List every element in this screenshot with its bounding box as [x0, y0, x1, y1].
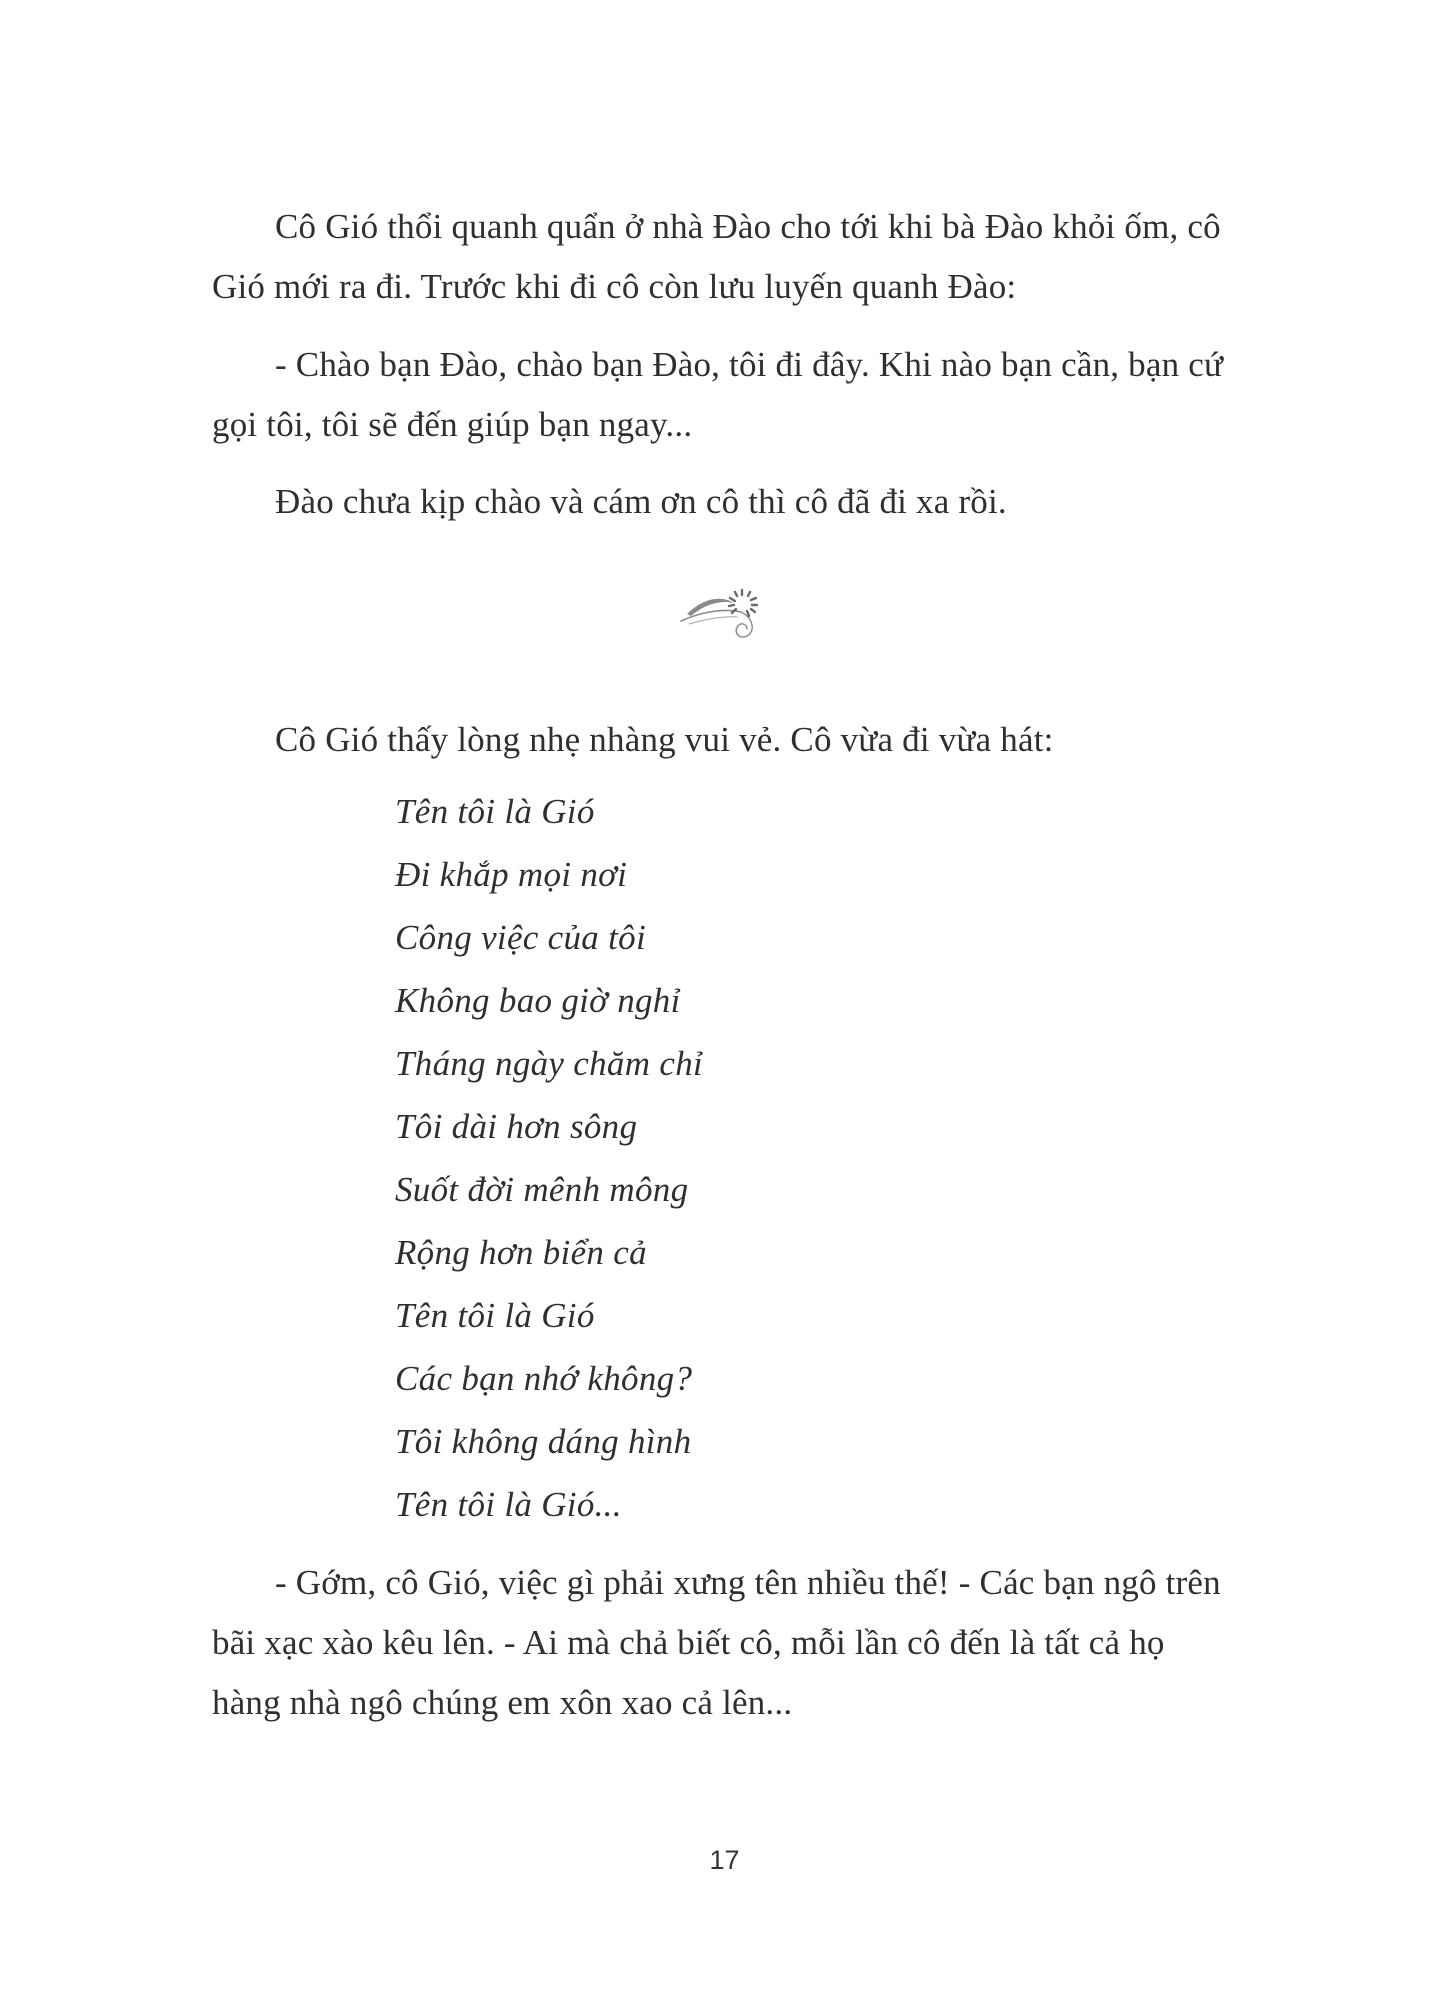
paragraph	[212, 197, 1237, 317]
poem-line: Tháng ngày chăm chỉ	[395, 1044, 704, 1083]
paragraph	[212, 710, 1237, 770]
poem-line: Không bao giờ nghỉ	[395, 981, 681, 1020]
paragraph-line: hàng nhà ngô chúng em xôn xao cả lên...	[212, 1683, 793, 1722]
section-divider	[212, 572, 1237, 652]
paragraph-line: Đào chưa kịp chào và cám ơn cô thì cô đã đi xa rồi.	[275, 482, 1007, 521]
paragraph-line: - Gớm, cô Gió, việc gì phải xưng tên nhiều thế! - Các bạn ngô trên	[275, 1563, 1221, 1602]
poem-line: Tên tôi là Gió	[395, 1296, 595, 1335]
paragraph-line: gọi tôi, tôi sẽ đến giúp bạn ngay...	[212, 405, 693, 444]
poem-line: Tên tôi là Gió	[395, 792, 595, 831]
poem-line: Đi khắp mọi nơi	[395, 855, 628, 894]
song-verse	[212, 780, 1237, 1536]
poem-line: Các bạn nhớ không?	[395, 1359, 693, 1398]
poem-line: Tên tôi là Gió...	[395, 1485, 622, 1524]
poem-line: Rộng hơn biển cả	[395, 1233, 647, 1272]
paragraph	[212, 335, 1237, 455]
poem-line: Tôi dài hơn sông	[395, 1107, 638, 1146]
paragraph	[212, 1553, 1237, 1733]
poem-line: Công việc của tôi	[395, 918, 647, 957]
poem-line: Suốt đời mênh mông	[395, 1170, 689, 1209]
wind-flourish-icon	[679, 576, 771, 648]
text-block	[212, 197, 1237, 1733]
paragraph-line: Cô Gió thấy lòng nhẹ nhàng vui vẻ. Cô vừa đi vừa hát:	[275, 720, 1054, 759]
paragraph-line: - Chào bạn Đào, chào bạn Đào, tôi đi đây. Khi nào bạn cần, bạn cứ	[275, 345, 1224, 384]
paragraph-line: Gió mới ra đi. Trước khi đi cô còn lưu luyến quanh Đào:	[212, 267, 1017, 306]
poem-line: Tôi không dáng hình	[395, 1422, 692, 1461]
paragraph	[212, 472, 1237, 532]
page-number: 17	[709, 1845, 740, 1875]
ornament-starburst-icon	[729, 590, 757, 616]
paragraph-line: Cô Gió thổi quanh quẩn ở nhà Đào cho tới khi bà Đào khỏi ốm, cô	[275, 207, 1221, 246]
paragraph-line: bãi xạc xào kêu lên. - Ai mà chả biết cô, mỗi lần cô đến là tất cả họ	[212, 1623, 1165, 1662]
